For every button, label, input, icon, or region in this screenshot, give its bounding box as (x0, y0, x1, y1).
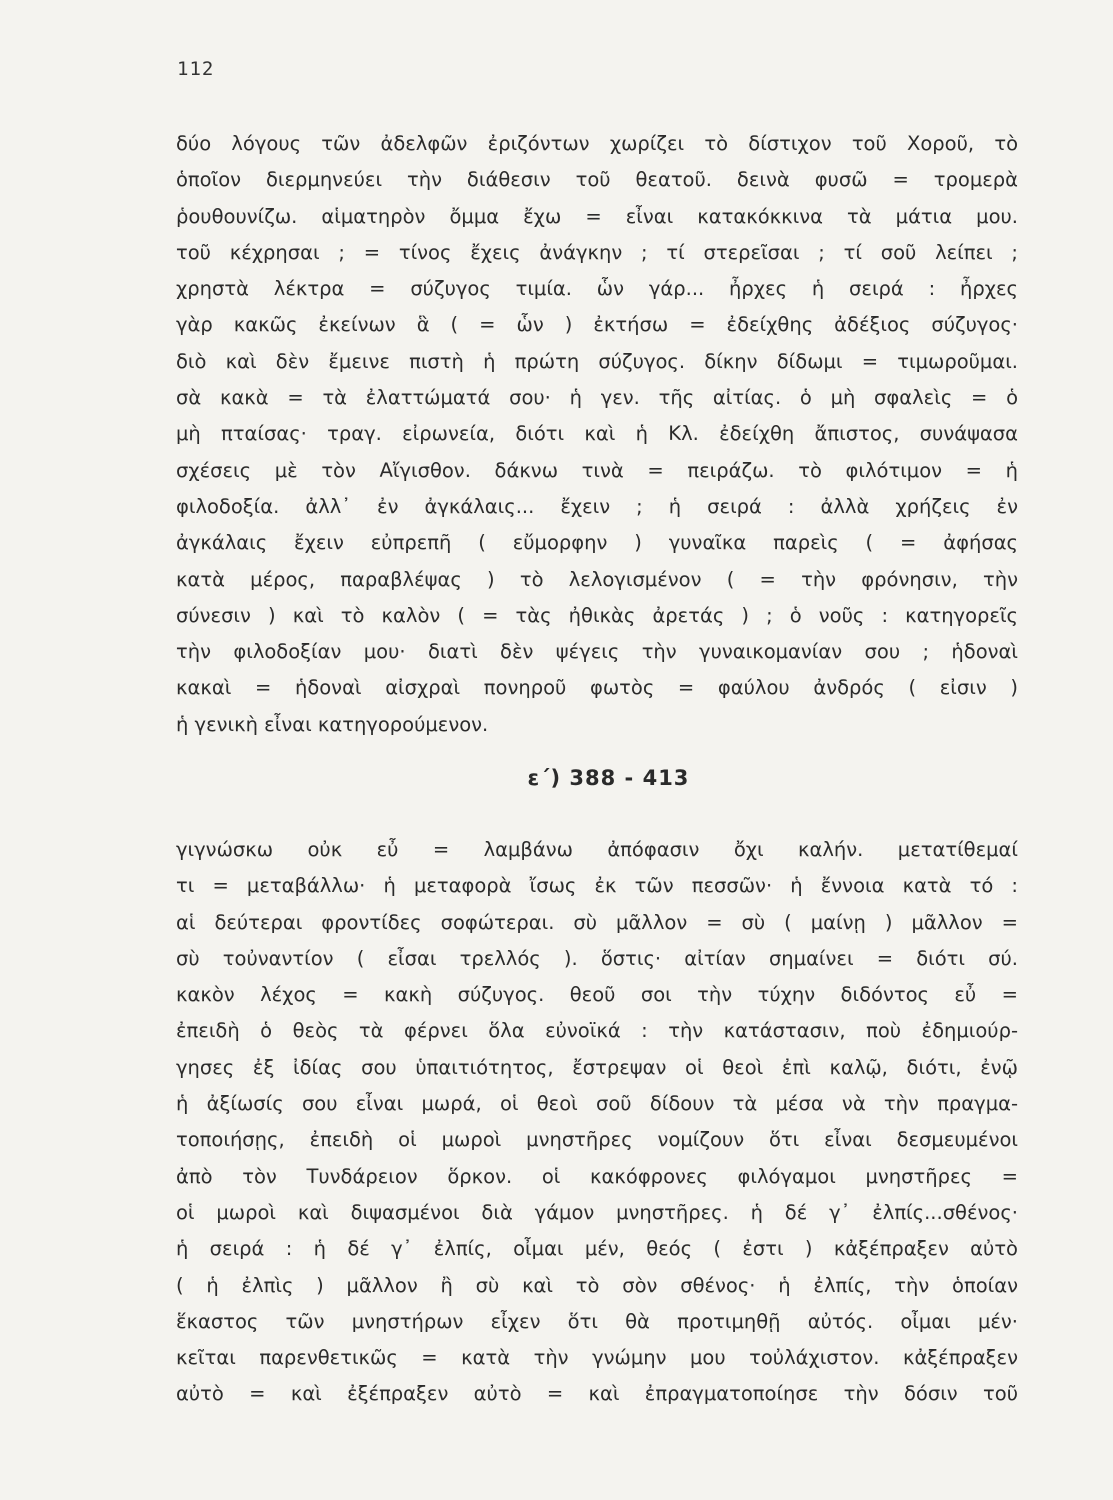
text-line: μὴ πταίσας· τραγ. εἰρωνεία, διότι καὶ ἡ Κλ. ἐδείχθη ἄπιστος, συνάψασα (176, 422, 1018, 446)
text-line: κακὸν λέχος = κακὴ σύζυγος. θεοῦ σοι τὴν τύχην διδόντος εὖ = (176, 983, 1018, 1007)
text-line: οἱ μωροὶ καὶ διψασμένοι διὰ γάμον μνηστῆρες. ἡ δέ γ᾽ ἐλπίς...σθένος· (176, 1200, 1018, 1224)
text-line: τι = μεταβάλλω· ἡ μεταφορὰ ἴσως ἐκ τῶν πεσσῶν· ἡ ἔννοια κατὰ τό : (176, 874, 1018, 898)
text-line: ἀγκάλαις ἔχειν εὐπρεπῆ ( εὔμορφην ) γυναῖκα παρεὶς ( = ἀφήσας (176, 531, 1018, 555)
text-line: γὰρ κακῶς ἐκείνων ἃ ( = ὧν ) ἐκτήσω = ἐδείχθης ἀδέξιος σύζυγος· (176, 313, 1018, 337)
commentary-block-2 (176, 832, 1018, 1413)
section-heading (0, 766, 1113, 790)
text-line: αἱ δεύτεραι φροντίδες σοφώτεραι. σὺ μᾶλλον = σὺ ( μαίνῃ ) μᾶλλον = (176, 910, 1018, 934)
text-line: ἐπειδὴ ὁ θεὸς τὰ φέρνει ὅλα εὐνοϊκά : τὴν κατάστασιν, ποὺ ἐδημιούρ- (176, 1019, 1018, 1043)
text-line: δύο λόγους τῶν ἀδελφῶν ἐριζόντων χωρίζει τὸ δίστιχον τοῦ Χοροῦ, τὸ (176, 132, 1018, 155)
text-line: σχέσεις μὲ τὸν Αἴγισθον. δάκνω τινὰ = πειράζω. τὸ φιλότιμον = ἡ (176, 458, 1018, 482)
text-line: κατὰ μέρος, παραβλέψας ) τὸ λελογισμένον ( = τὴν φρόνησιν, τὴν (176, 567, 1018, 591)
text-line: γιγνώσκω οὐκ εὖ = λαμβάνω ἀπόφασιν ὄχι καλήν. μετατίθεμαί (176, 838, 1018, 861)
page-number: 112 (177, 58, 215, 80)
text-line: κακαὶ = ἡδοναὶ αἰσχραὶ πονηροῦ φωτὸς = φαύλου ἀνδρός ( εἰσιν ) (176, 676, 1018, 700)
text-line: τοῦ κέχρησαι ; = τίνος ἔχεις ἀνάγκην ; τί στερεῖσαι ; τί σοῦ λείπει ; (176, 240, 1018, 264)
text-line: σὺ τοὐναντίον ( εἶσαι τρελλός ). ὅστις· αἰτίαν σημαίνει = διότι σύ. (176, 946, 1018, 970)
section-heading-text: ε΄) 388 - 413 (527, 766, 690, 790)
text-line: ἡ ἀξίωσίς σου εἶναι μωρά, οἱ θεοὶ σοῦ δίδουν τὰ μέσα νὰ τὴν πραγμα- (176, 1092, 1018, 1116)
text-line: σύνεσιν ) καὶ τὸ καλὸν ( = τὰς ἠθικὰς ἀρετάς ) ; ὁ νοῦς : κατηγορεῖς (176, 603, 1018, 627)
commentary-block-1 (176, 126, 1018, 743)
text-line: ἡ σειρά : ἡ δέ γ᾽ ἐλπίς, οἶμαι μέν, θεός ( ἐστι ) κἀξέπραξεν αὐτὸ (176, 1237, 1018, 1261)
text-line: κεῖται παρενθετικῶς = κατὰ τὴν γνώμην μου τοὐλάχιστον. κἀξέπραξεν (176, 1346, 1018, 1370)
text-line: γησες ἐξ ἰδίας σου ὑπαιτιότητος, ἔστρεψαν οἱ θεοὶ ἐπὶ καλῷ, διότι, ἐνῷ (176, 1055, 1018, 1079)
text-line: τοποιήσῃς, ἐπειδὴ οἱ μωροὶ μνηστῆρες νομίζουν ὅτι εἶναι δεσμευμένοι (176, 1128, 1018, 1152)
text-line: ἕκαστος τῶν μνηστήρων εἶχεν ὅτι θὰ προτιμηθῇ αὐτός. οἶμαι μέν· (176, 1309, 1018, 1333)
text-line: σὰ κακὰ = τὰ ἐλαττώματά σου· ἡ γεν. τῆς αἰτίας. ὁ μὴ σφαλεὶς = ὁ (176, 386, 1018, 410)
text-line: ῥουθουνίζω. αἱματηρὸν ὄμμα ἔχω = εἶναι κατακόκκινα τὰ μάτια μου. (176, 204, 1018, 228)
text-line: ἡ γενικὴ εἶναι κατηγορούμενον. (176, 712, 489, 736)
text-line: ὁποῖον διερμηνεύει τὴν διάθεσιν τοῦ θεατοῦ. δεινὰ φυσῶ = τρομερὰ (176, 168, 1018, 192)
text-line: αὐτὸ = καὶ ἐξέπραξεν αὐτὸ = καὶ ἐπραγματοποίησε τὴν δόσιν τοῦ (176, 1382, 1018, 1406)
text-line: τὴν φιλοδοξίαν μου· διατὶ δὲν ψέγεις τὴν γυναικομανίαν σου ; ἡδοναὶ (176, 640, 1018, 664)
text-line: ( ἡ ἐλπὶς ) μᾶλλον ἢ σὺ καὶ τὸ σὸν σθένος· ἡ ἐλπίς, τὴν ὁποίαν (176, 1273, 1018, 1297)
text-line: διὸ καὶ δὲν ἔμεινε πιστὴ ἡ πρώτη σύζυγος. δίκην δίδωμι = τιμωροῦμαι. (176, 349, 1018, 373)
text-line: χρηστὰ λέκτρα = σύζυγος τιμία. ὧν γάρ... ἦρχες ἡ σειρά : ἦρχες (176, 277, 1018, 301)
text-line: ἀπὸ τὸν Τυνδάρειον ὅρκον. οἱ κακόφρονες φιλόγαμοι μνηστῆρες = (176, 1164, 1018, 1188)
text-line: φιλοδοξία. ἀλλ᾽ ἐν ἀγκάλαις... ἔχειν ; ἡ σειρά : ἀλλὰ χρήζεις ἐν (176, 494, 1018, 518)
